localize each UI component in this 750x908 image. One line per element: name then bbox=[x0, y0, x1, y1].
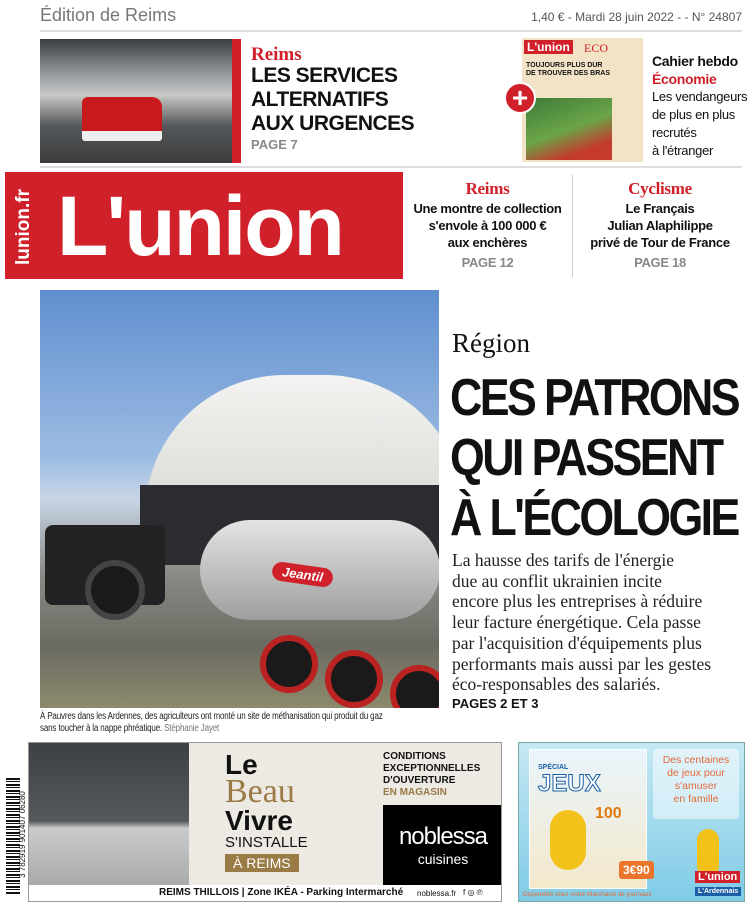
body-line: La hausse des tarifs de l'énergie bbox=[452, 550, 674, 570]
brand-name: noblessa bbox=[398, 823, 488, 850]
jeux-kicker: SPÉCIAL bbox=[538, 764, 569, 771]
body-line: due au conflit ukrainien incite bbox=[452, 570, 662, 591]
jeux-line: en famille bbox=[673, 793, 719, 805]
jeux-tagline bbox=[653, 749, 739, 819]
ad-conditions bbox=[383, 751, 480, 799]
social-icons: f ◎ ℗ bbox=[463, 888, 483, 897]
jeux-available: Disponible chez votre Marchand de journaux bbox=[523, 891, 652, 898]
wheel bbox=[85, 560, 145, 620]
body-line: éco-responsables des salariés. bbox=[452, 674, 661, 695]
jeux-title: JEUX bbox=[538, 770, 601, 797]
noblessa-logo bbox=[383, 805, 502, 885]
ad-conditions-line: CONDITIONS bbox=[383, 751, 446, 762]
jeux-logo-union: L'union bbox=[695, 871, 740, 883]
wheel bbox=[390, 665, 439, 708]
lead-body bbox=[452, 550, 711, 695]
ad-le: Le bbox=[225, 749, 258, 780]
barcode-number: 3 782919 901407 06280 bbox=[18, 791, 27, 878]
jeux-line: s'amuser bbox=[674, 780, 718, 792]
jeux-line: de jeux pour bbox=[667, 767, 725, 779]
header-divider bbox=[40, 30, 742, 32]
top-story-red-bar bbox=[232, 39, 241, 163]
brand-sub: cuisines bbox=[417, 851, 469, 867]
teaser-line: Le Français bbox=[625, 201, 695, 216]
kitchen-photo bbox=[29, 743, 189, 885]
caption-line: À Pauvres dans les Ardennes, des agriculteurs ont monté un site de méthanisation qui produit du gaz bbox=[40, 711, 383, 722]
teaser-kicker: Cyclisme bbox=[628, 179, 692, 198]
headline-line: ALTERNATIFS bbox=[251, 88, 389, 111]
teaser-line: s'envole à 100 000 € bbox=[428, 218, 547, 233]
ad-city: À REIMS bbox=[225, 854, 299, 872]
jeux-price: 3€90 bbox=[619, 861, 654, 879]
edition-label: Édition de Reims bbox=[40, 5, 177, 25]
photo-caption bbox=[40, 711, 383, 735]
tank-brand: Jeantil bbox=[271, 561, 334, 588]
plus-icon: + bbox=[504, 82, 536, 114]
ad-en-magasin: EN MAGASIN bbox=[383, 787, 447, 798]
duck-illustration bbox=[550, 810, 586, 870]
top-story-photo[interactable] bbox=[40, 39, 232, 163]
lead-headline-line: À L'ÉCOLOGIE bbox=[450, 489, 738, 547]
body-line: par l'acquisition d'équipements plus bbox=[452, 632, 702, 653]
body-line: encore plus les entreprises à réduire bbox=[452, 591, 703, 612]
top-divider bbox=[40, 166, 742, 168]
teaser-divider bbox=[572, 175, 573, 277]
teaser-kicker: Reims bbox=[465, 179, 510, 198]
cover-logo-suffix: ECO bbox=[584, 41, 608, 55]
cover-headline-line: DE TROUVER DES BRAS bbox=[526, 70, 611, 77]
ad-installe: S'INSTALLE bbox=[225, 834, 308, 851]
supplement-line: recrutés bbox=[652, 125, 697, 140]
lead-pages: PAGES 2 ET 3 bbox=[452, 696, 539, 711]
supplement-cover[interactable] bbox=[522, 38, 643, 162]
ad-address: REIMS THILLOIS | Zone IKÉA - Parking Intermarché bbox=[159, 887, 404, 898]
supplement-line: de plus en plus bbox=[652, 107, 735, 122]
masthead-site: lunion.fr bbox=[13, 189, 34, 265]
cover-logo bbox=[524, 40, 573, 54]
ad-conditions-line: EXCEPTIONNELLES bbox=[383, 763, 481, 774]
teaser-page: PAGE 18 bbox=[634, 255, 686, 270]
masthead[interactable] bbox=[5, 172, 403, 279]
teaser-line: aux enchères bbox=[447, 235, 528, 250]
top-story-page: PAGE 7 bbox=[251, 137, 298, 152]
supplement-line: à l'étranger bbox=[652, 143, 714, 158]
ad-beau: Beau bbox=[225, 773, 295, 810]
photo-credit: Stéphanie Jayet bbox=[164, 723, 220, 734]
cover-headline bbox=[526, 62, 610, 78]
jeux-ad[interactable] bbox=[518, 742, 745, 902]
noblessa-ad[interactable] bbox=[28, 742, 502, 902]
wheel bbox=[260, 635, 318, 693]
body-line: performants mais aussi par les gestes bbox=[452, 653, 712, 674]
lead-headline-line: CES PATRONS bbox=[450, 369, 739, 427]
teaser-line: Julian Alaphilippe bbox=[607, 218, 713, 233]
teaser[interactable] bbox=[575, 178, 745, 271]
lead-headline-line: QUI PASSENT bbox=[450, 429, 722, 487]
lead-kicker: Région bbox=[452, 328, 530, 358]
lead-headline[interactable] bbox=[450, 368, 738, 548]
supplement-line: Les vendangeurs bbox=[652, 89, 748, 104]
ad-vivre: Vivre bbox=[225, 805, 293, 836]
teaser-line: Une montre de collection bbox=[413, 201, 562, 216]
jeux-logo-ardennais: L'Ardennais bbox=[695, 887, 741, 896]
masthead-logo: L'union bbox=[57, 179, 343, 273]
supplement-title: Cahier hebdo bbox=[652, 53, 738, 69]
ad-conditions-line: D'OUVERTURE bbox=[383, 775, 456, 786]
jeux-line: Des centaines bbox=[662, 754, 730, 766]
ad-site: noblessa.fr bbox=[417, 889, 457, 898]
body-line: leur facture énergétique. Cela passe bbox=[452, 612, 701, 633]
wheel bbox=[325, 650, 383, 708]
cover-logo-text: L'union bbox=[527, 40, 570, 54]
jeux-count: 100 bbox=[595, 805, 622, 822]
cover-photo bbox=[526, 98, 612, 160]
caption-line: sans toucher à la nappe phréatique. bbox=[40, 723, 163, 734]
teaser-page: PAGE 12 bbox=[461, 255, 514, 270]
issue-info: 1,40 € - Mardi 28 juin 2022 - - N° 24807 bbox=[531, 10, 742, 24]
fire-truck bbox=[82, 97, 162, 141]
duck-mascot bbox=[697, 829, 719, 877]
headline-line: AUX URGENCES bbox=[251, 112, 415, 135]
teaser[interactable] bbox=[405, 178, 570, 271]
supplement-section: Économie bbox=[652, 71, 717, 87]
top-story-headline[interactable] bbox=[251, 64, 414, 136]
cover-headline-line: TOUJOURS PLUS DUR bbox=[526, 62, 603, 69]
headline-line: LES SERVICES bbox=[251, 64, 398, 87]
supplement-text[interactable] bbox=[652, 52, 747, 160]
top-story-kicker: Reims bbox=[251, 44, 302, 65]
teaser-line: privé de Tour de France bbox=[590, 235, 730, 250]
lead-photo[interactable] bbox=[40, 290, 439, 708]
